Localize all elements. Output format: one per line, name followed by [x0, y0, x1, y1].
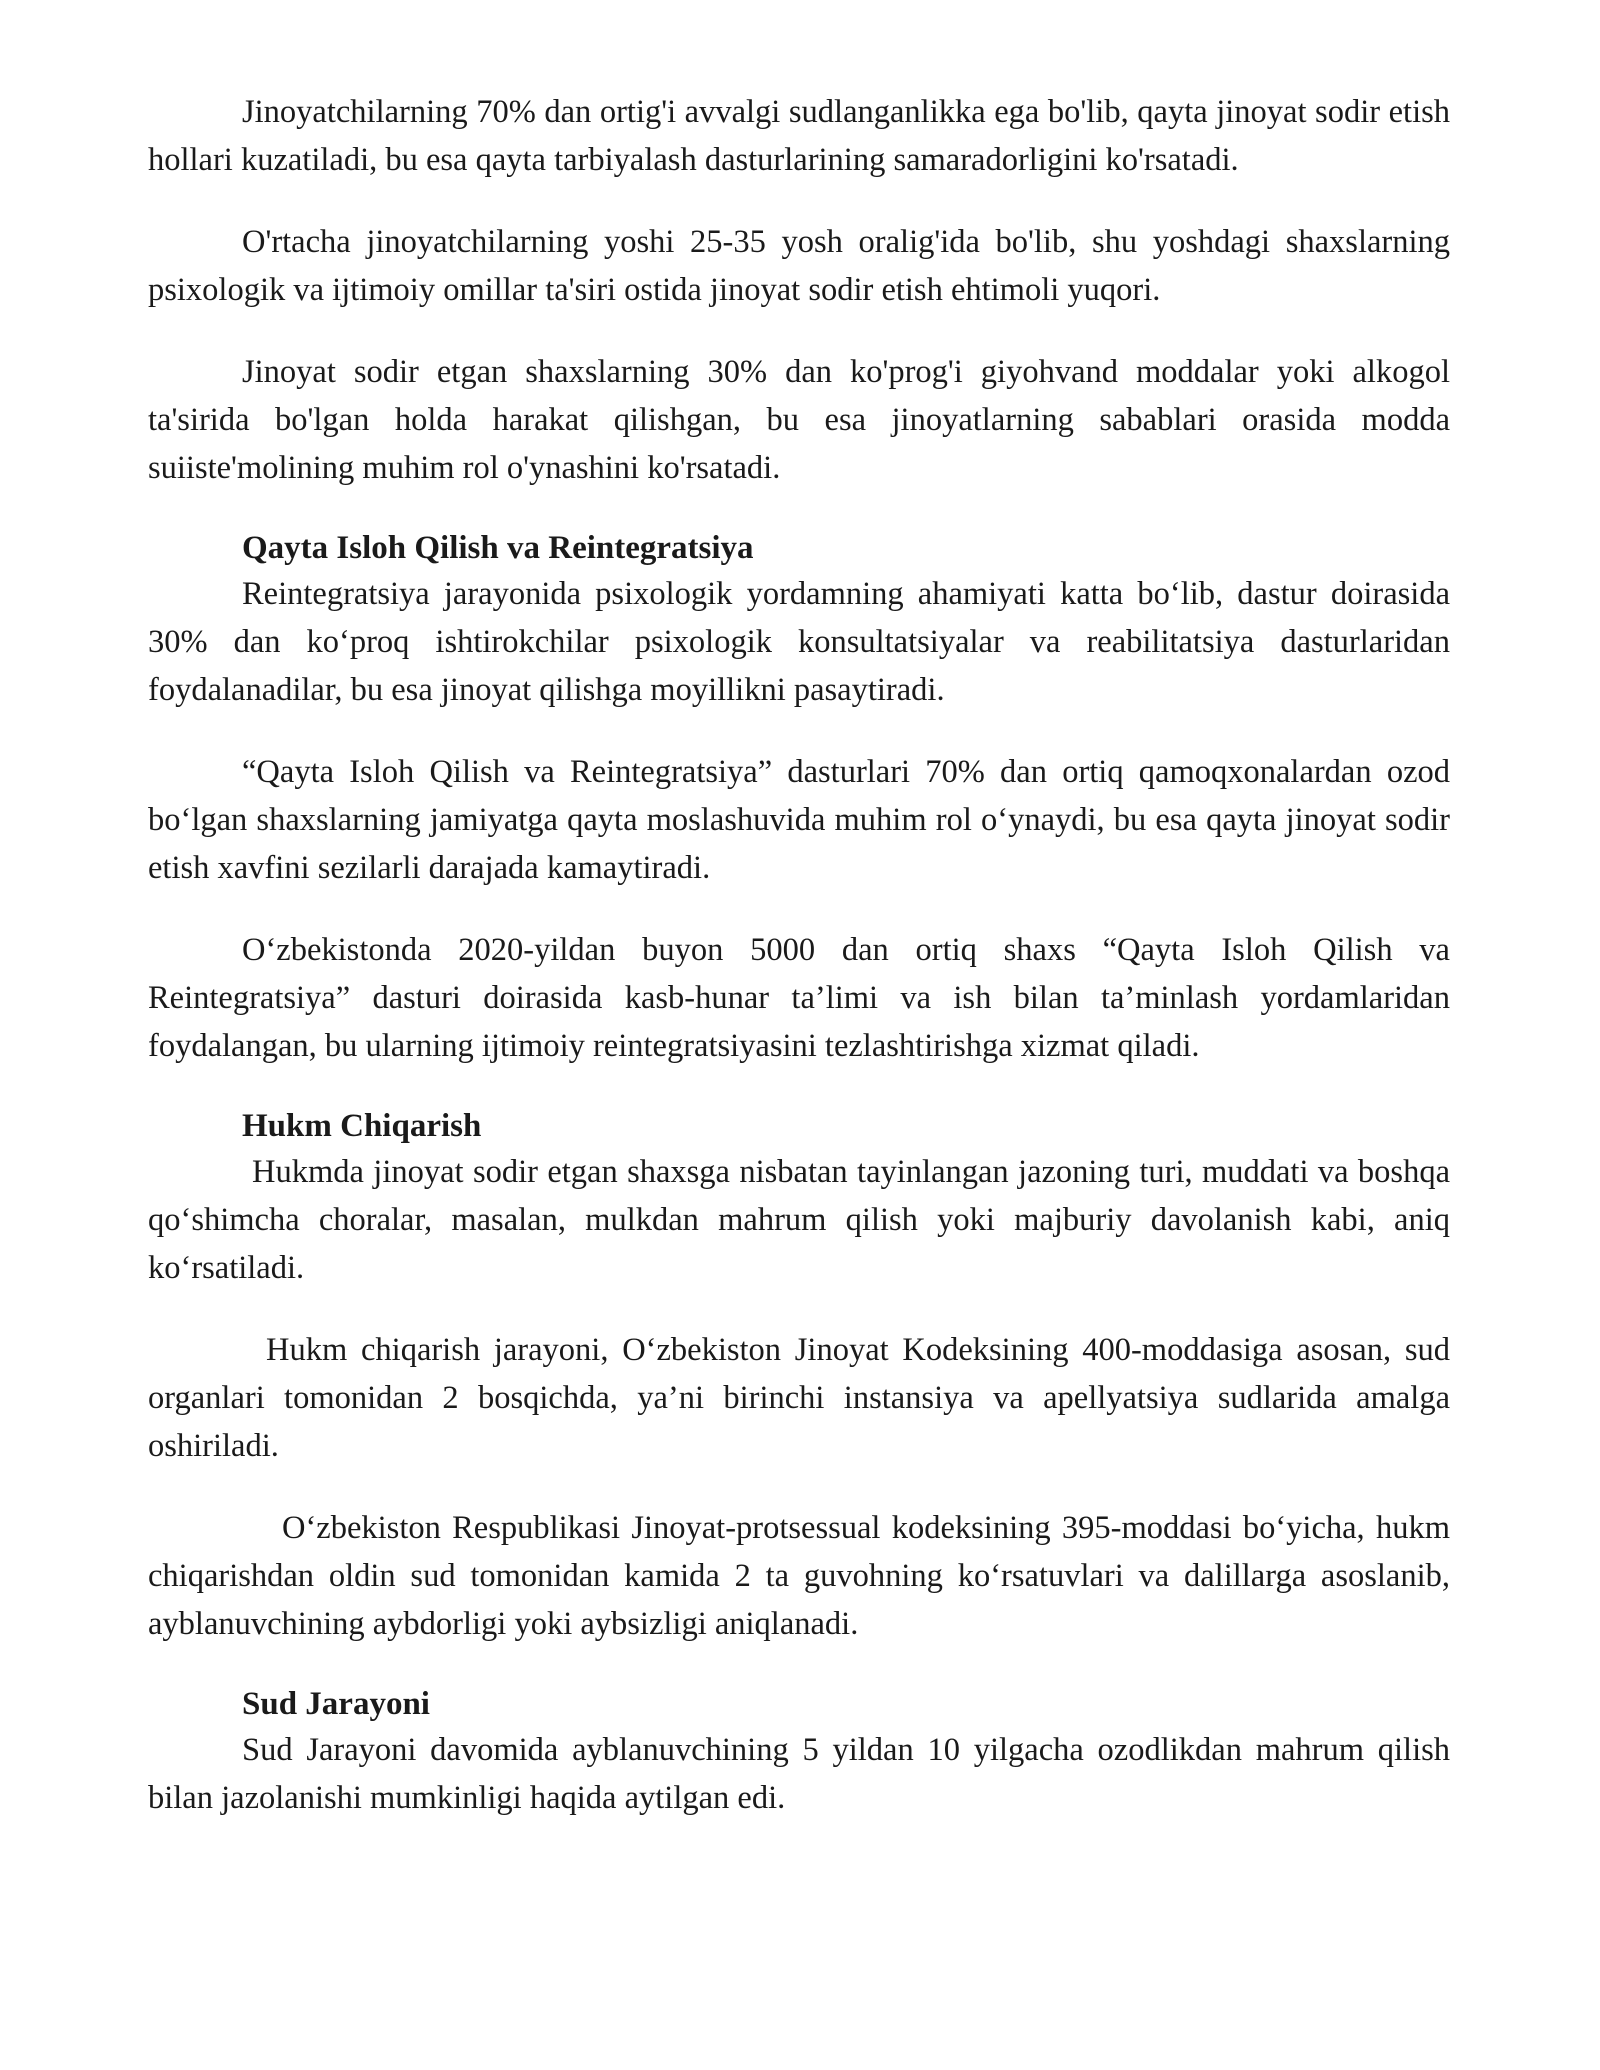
section-heading-verdict: Hukm Chiqarish — [242, 1108, 482, 1144]
verdict-paragraph-2: Hukm chiqarish jarayoni, O‘zbekiston Jinoyat Kodeksining 400-moddasiga asosan, sud organlari tomonidan 2 bosqichda, ya’ni birinchi instansiya va apellyatsiya sudlarida amalga oshiriladi. — [148, 1332, 1450, 1464]
intro-paragraph-2: O'rtacha jinoyatchilarning yoshi 25-35 yosh oralig'ida bo'lib, shu yoshdagi shaxslarning psixologik va ijtimoiy omillar ta'siri ostida jinoyat sodir etish ehtimoli yuqori. — [148, 224, 1450, 308]
verdict-paragraph-3: O‘zbekiston Respublikasi Jinoyat-protsessual kodeksining 395-moddasi bo‘yicha, hukm chiqarishdan oldin sud tomonidan kamida 2 ta guvohning ko‘rsatuvlari va dalillarga asoslanib, ayblanuvchining aybdorligi yoki aybsizligi aniqlanadi. — [148, 1510, 1450, 1642]
document-page — [148, 88, 1450, 1822]
reintegration-paragraph-2: “Qayta Isloh Qilish va Reintegratsiya” dasturlari 70% dan ortiq qamoqxonalardan ozod bo‘lgan shaxslarning jamiyatga qayta moslashuvida muhim rol o‘ynaydi, bu esa qayta jinoyat sodir etish xavfini sezilarli darajada kamaytiradi. — [148, 754, 1450, 886]
intro-paragraph-3: Jinoyat sodir etgan shaxslarning 30% dan ko'prog'i giyohvand moddalar yoki alkogol ta'sirida bo'lgan holda harakat qilishgan, bu esa jinoyatlarning sabablari orasida modda suiiste'molining muhim rol o'ynashini ko'rsatadi. — [148, 354, 1450, 486]
reintegration-paragraph-1: Reintegratsiya jarayonida psixologik yordamning ahamiyati katta bo‘lib, dastur doirasida 30% dan ko‘proq ishtirokchilar psixologik konsultatsiyalar va reabilitatsiya dasturlaridan foydalanadilar, bu esa jinoyat qilishga moyillikni pasaytiradi. — [148, 576, 1450, 708]
verdict-paragraph-1: Hukmda jinoyat sodir etgan shaxsga nisbatan tayinlangan jazoning turi, muddati va boshqa qo‘shimcha choralar, masalan, mulkdan mahrum qilish yoki majburiy davolanish kabi, aniq ko‘rsatiladi. — [148, 1154, 1450, 1286]
section-heading-reintegration: Qayta Isloh Qilish va Reintegratsiya — [242, 530, 754, 566]
reintegration-paragraph-3: O‘zbekistonda 2020-yildan buyon 5000 dan ortiq shaxs “Qayta Isloh Qilish va Reintegratsiya” dasturi doirasida kasb-hunar ta’limi va ish bilan ta’minlash yordamlaridan foydalangan, bu ularning ijtimoiy reintegratsiyasini tezlashtirishga xizmat qiladi. — [148, 932, 1450, 1064]
intro-paragraph-1: Jinoyatchilarning 70% dan ortig'i avvalgi sudlanganlikka ega bo'lib, qayta jinoyat sodir etish hollari kuzatiladi, bu esa qayta tarbiyalash dasturlarining samaradorligini ko'rsatadi. — [148, 94, 1450, 178]
section-heading-trial: Sud Jarayoni — [242, 1686, 430, 1722]
trial-paragraph-1: Sud Jarayoni davomida ayblanuvchining 5 yildan 10 yilgacha ozodlikdan mahrum qilish bilan jazolanishi mumkinligi haqida aytilgan edi. — [148, 1732, 1450, 1816]
